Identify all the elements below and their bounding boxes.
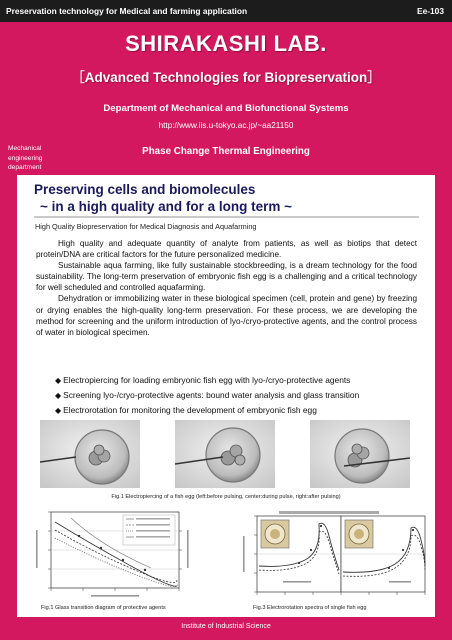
division-line: engineering: [8, 154, 43, 162]
fig2-caption: Fig.1 Glass transition diagram of protective agents: [41, 605, 166, 611]
glass-transition-diagram: [31, 506, 201, 602]
fish-egg-thumbnail: [345, 520, 373, 548]
bullet-list: [55, 373, 425, 419]
electrorotation-spectra: [239, 506, 429, 602]
bullet-text: Screening lyo-/cryo-protective agents: bound water analysis and glass transition: [63, 390, 360, 401]
diamond-bullet-icon: ◆: [55, 391, 62, 401]
paragraph: Sustainable aqua farming, like fully sustainable stockbreeding, is a dream technology for the food sustainability. The long-term preservation of embryonic fish egg is a challenging and a critical technology for well scheduled and controlled aquafarming.: [36, 261, 417, 293]
category-label: Preservation technology for Medical and farming application: [6, 6, 248, 16]
fish-egg-photo-before: [40, 420, 140, 488]
bullet-item: [55, 373, 425, 388]
paragraph: Dehydration or immobilizing water in these biological specimen (cell, protein and gene) by freezing or drying enables the high-quality long-term preservation. For these process, we are developing the method for screening and the uniform introduction of lyo-/cryo-protective agents, and the control process of water in biological specimen.: [36, 294, 417, 337]
headline-line-2: ~ in a high quality and for a long term ~: [40, 199, 293, 214]
lab-url[interactable]: http://www.iis.u-tokyo.ac.jp/~aa21150: [158, 121, 294, 130]
lab-subtitle: ［Advanced Technologies for Biopreservation］: [71, 70, 381, 85]
divider: [34, 216, 419, 218]
fish-egg-photo-after: [310, 420, 410, 488]
division-line: Mechanical: [8, 145, 42, 152]
diamond-bullet-icon: ◆: [55, 406, 62, 416]
bullet-text: Electrorotation for monitoring the development of embryonic fish egg: [63, 405, 317, 416]
division-line: department: [8, 164, 42, 171]
fish-egg-thumbnail: [261, 520, 289, 548]
content-panel: [17, 175, 435, 617]
bullet-item: [55, 403, 425, 418]
headline: [34, 181, 424, 215]
fig1-caption: Fig.1 Electropiercing of a fish egg (left:before pulsing, center:during pulse, right:after pulsing): [111, 494, 341, 500]
paragraph: High quality and adequate quantity of analyte from patients, as well as biotips that detect protein/DNA are critical factors for the future personalized medicine.: [36, 239, 417, 260]
headline-line-1: Preserving cells and biomolecules: [34, 182, 256, 197]
diamond-bullet-icon: ◆: [55, 376, 62, 385]
footer-institute: Institute of Industrial Science: [181, 623, 271, 630]
bullet-item: [55, 388, 425, 403]
body-text: [36, 238, 417, 338]
department-name: Department of Mechanical and Biofunctional Systems: [103, 103, 349, 114]
poster-code: Ee-103: [416, 6, 444, 16]
top-bar: [0, 0, 452, 22]
fish-egg-photo-during: [175, 420, 275, 488]
tagline: High Quality Biopreservation for Medical Diagnosis and Aquafarming: [35, 222, 257, 231]
fig3-caption: Fig.3 Electrorotation spectra of single fish egg: [253, 605, 367, 611]
research-group: Phase Change Thermal Engineering: [142, 146, 310, 157]
bullet-text: Electropiercing for loading embryonic fish egg with lyo-/cryo-protective agents: [63, 375, 351, 385]
lab-title: SHIRAKASHI LAB.: [125, 31, 327, 56]
fig1-photos: [17, 420, 435, 490]
